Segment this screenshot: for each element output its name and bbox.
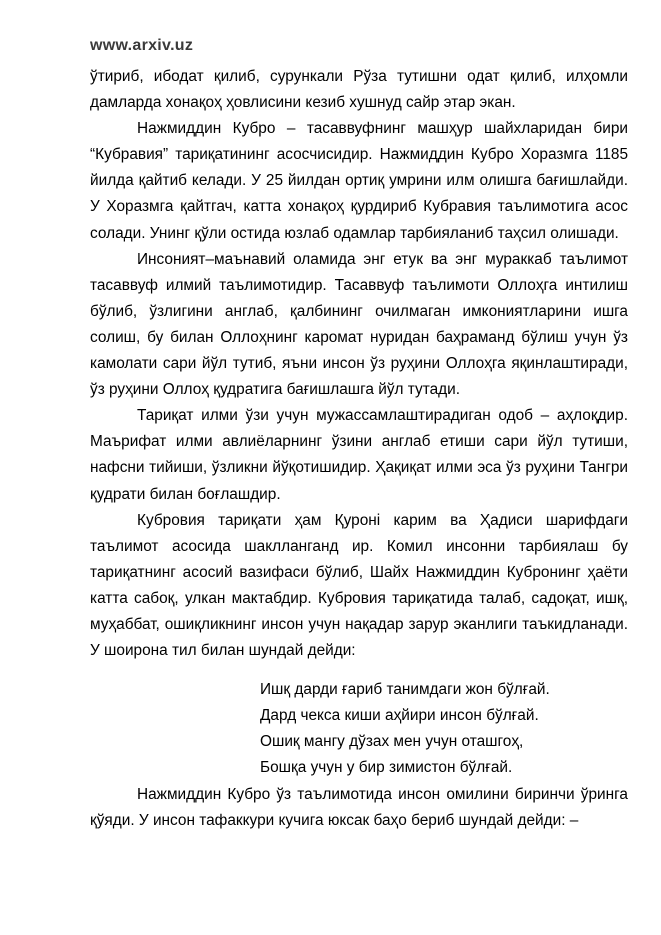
poem-line: Дард чекса киши аҳйири инсон бўлғай. [260, 707, 539, 725]
paragraph-closing: Нажмиддин Кубро ўз таълимотида инсон омилини биринчи ўринга қўяди. У инсон тафаккури кучига юксак баҳо бериб шундай дейди: – [90, 785, 628, 829]
poem-line: Бошқа учун у бир зимистон бўлғай. [260, 759, 513, 777]
site-watermark: www.arxiv.uz [90, 37, 194, 54]
poem-line: Ошиқ мангу дўзах мен учун оташгоҳ, [260, 733, 524, 751]
paragraph-tasavvuf: Инсоният–маънавий оламида энг етук ва энг мураккаб таълимот тасаввуф илмий таълимотидир. Тасаввуф таълимоти Оллоҳга интилиш бўлиб, ўзлигини англаб, қалбининг очилмаган имкониятларини ишга солиш, бу билан Оллоҳнинг каромат нуридан баҳраманд бўлиш учун ўз камолати сари йўл тутиб, яъни инсон ўз руҳини Оллоҳга яқинлаштиради, ўз руҳини Оллоҳ қудратига бағишлашга йўл тутади. [90, 250, 628, 399]
paragraph-kubroviya: Кубровия тариқати ҳам Қуроні карим ва Ҳадиси шарифдаги таълимот асосида шаклланганд ир. Комил инсонни тарбиялаш бу тариқатнинг асосий вазифаси бўлиб, Шайх Нажмиддин Кубронинг ҳаёти катта сабоқ, улкан мактабдир. Кубровия тариқатида талаб, садоқат, ишқ, муҳаббат, ошиқликнинг инсон учун нақадар зарур эканлиги таъкидланади. У шоирона тил билан шундай дейди: [90, 511, 628, 660]
paragraph-najmiddin-kubro: Нажмиддин Кубро – тасаввуфнинг машҳур шайхларидан бири “Кубравия” тариқатининг асосчисидир. Нажмиддин Кубро Хоразмга 1185 йилда қайтиб келади. У 25 йилдан ортиқ умрини илм олишга бағишлайди. У Хоразмга қайтгач, катта хонақоҳ қурдириб Кубравия таълимотига асос солади. Унинг қўли остида юзлаб одамлар тарбияланиб таҳсил олишади. [90, 120, 628, 242]
poem-line: Ишқ дарди ғариб танимдаги жон бўлғай. [260, 681, 550, 699]
paragraph-continuation: ўтириб, ибодат қилиб, сурункали Рўза тутишни одат қилиб, илҳомли дамларда хонақоҳ ҳовлисини кезиб хушнуд сайр этар экан. [90, 68, 628, 112]
paragraph-tariqat: Тариқат илми ўзи учун мужассамлаштирадиган одоб – аҳлоқдир. Маърифат илми авлиёларнинг ўзини англаб етиши сари йўл тутиши, нафсни тийиши, ўзликни йўқотишидир. Ҳақиқат илми эса ўз руҳини Тангри қудрати билан боғлашдир. [90, 407, 628, 503]
document-body [90, 64, 628, 834]
poem-quatrain [260, 677, 628, 781]
